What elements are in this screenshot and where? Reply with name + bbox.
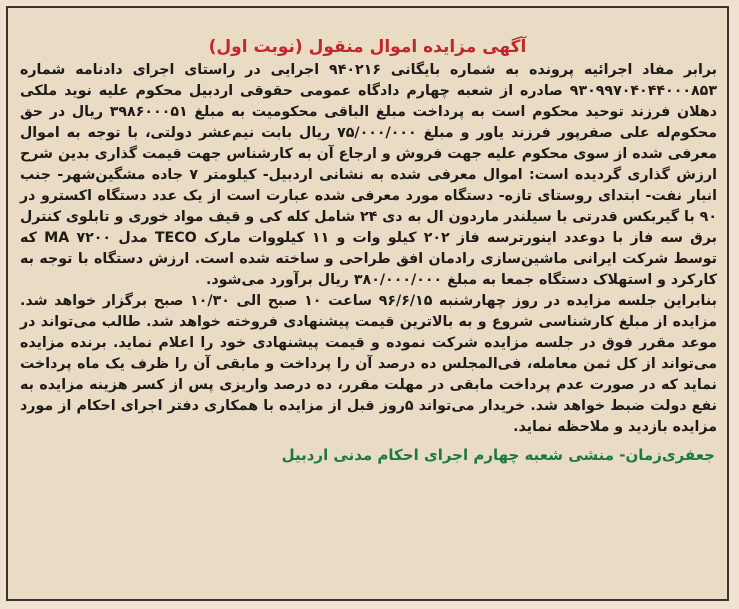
notice-frame	[6, 6, 729, 601]
notice-body-paragraph-1: برابر مفاد اجرائیه پرونده به شماره بایگانی ۹۴۰۲۱۶ اجرایی در راستای اجرای دادنامه شماره ۹۳۰۹۹۷۰۴۰۴۴۰۰۰۸۵۳ صادره از شعبه چهارم دادگاه عمومی حقوقی اردبیل محکوم علیه نوید ملکی دهلان فرزند توحید محکوم است به پرداخت مبلغ الباقی محکومیت به مبلغ ۳۹۸۶۰۰۰۵۱ ریال در حق محکوم‌له علی صفرپور فرزند یاور و مبلغ ۷۵/۰۰۰/۰۰۰ ریال بابت نیم‌عشر دولتی، با توجه به اموال معرفی شده از سوی محکوم علیه جهت فروش و ارجاع آن به کارشناس جهت قیمت گذاری بدین شرح ارزش گذاری گردیده است: اموال معرفی شده به نشانی اردبیل- کیلومتر ۷ جاده مشگین‌شهر- جنب انبار نفت- ابتدای روستای تازه- دستگاه مورد معرفی شده عبارت است از یک عدد دستگاه اکسترو در ۹۰ با گیربکس قدرتی با سیلندر ماردون ال به دی ۲۴ شامل کله کی و قیف مواد خوری و تابلوی کنترل برق سه فاز با دوعدد اینورترسه فاز ۲۰۲ کیلو وات و ۱۱ کیلووات مارک TECO مدل MA ۷۲۰۰ که توسط شرکت ایرانی ماشین‌سازی رادمان افق طراحی و ساخته شده است. ارزش دستگاه با توجه به کارکرد و استهلاک دستگاه جمعا به مبلغ ۳۸۰/۰۰۰/۰۰۰ ریال برآورد می‌شود.	[20, 62, 718, 288]
notice-title: آگهی مزایده اموال منقول (نوبت اول)	[208, 37, 527, 57]
notice-signature: جعفری‌زمان- منشی شعبه چهارم اجرای احکام مدنی اردبیل	[281, 446, 715, 464]
notice-body-paragraph-2: بنابراین جلسه مزایده در روز چهارشنبه ۹۶/۶/۱۵ ساعت ۱۰ صبح الی ۱۰/۳۰ صبح برگزار خواهد شد. مزایده از مبلغ کارشناسی شروع و به بالاترین قیمت پیشنهادی فروخته خواهد شد. طالب می‌تواند در موعد مقرر فوق در جلسه مزایده شرکت نموده و قیمت پیشنهادی خود را اعلام نماید. برنده مزایده می‌تواند از کل ثمن معامله، فی‌المجلس ده درصد آن را پرداخت و مابقی آن را ظرف یک ماه پرداخت نماید که در صورت عدم پرداخت مابقی در مهلت مقرر، ده درصد واریزی پس از کسر هزینه مزایده به نفع دولت ضبط خواهد شد. خریدار می‌تواند ۵روز قبل از مزایده با همکاری دفتر اجرای احکام از مورد مزایده بازدید و ملاحظه نماید.	[20, 293, 718, 435]
